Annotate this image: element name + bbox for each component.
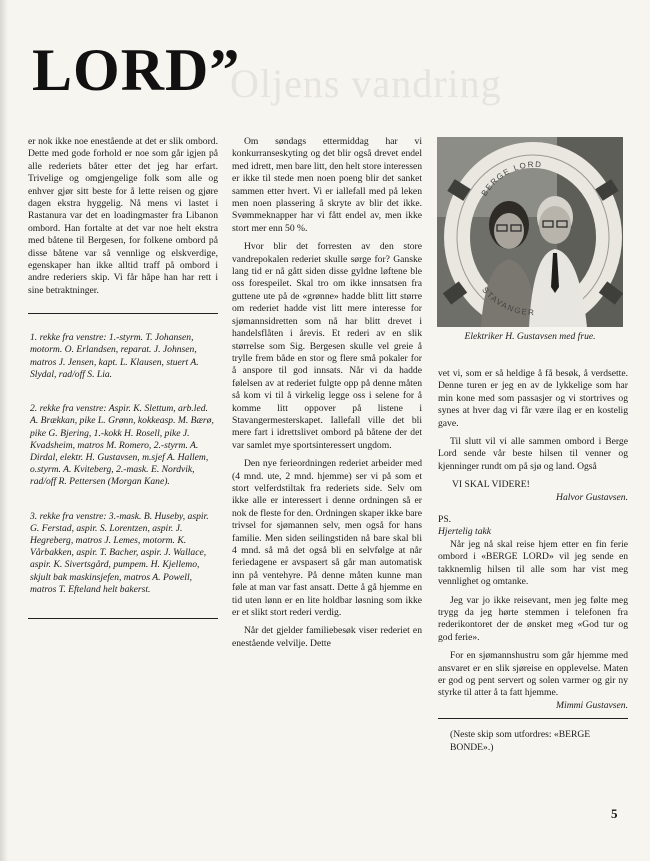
divider-col3 bbox=[438, 718, 628, 719]
binding-shadow bbox=[0, 0, 8, 861]
ps-paragraph: Når jeg nå skal reise hjem etter en fin ferie ombord i «BERGE LORD» vil jeg sende en takknemlig hilsen til alle som har vist meg vennlighet og omtanke. bbox=[438, 538, 628, 588]
col1-body: er nok ikke noe enestående at det er slik ombord. Dette med gode forhold er noe som går igjen på alle rederiets båter etter det jeg har erfart. Trivelige og omgjengelige folk som alle og enhver gjør sitt beste for å lette reisen og gjøre dagen ekstra hyggelig. Nå mens vi lastet i Rastanura var det en loadingmaster fra Libanon ombord. Han fortalte at det var noe helt ekstra med båtene til Bergesen, for folkene ombord på disse båtene var så vennlige og elskverdige, egenskaper han ikke alltid traff på ombord i andre rederiers skip. Vi får håpe han har rett i sine betraktninger. bbox=[28, 136, 218, 296]
col2-paragraph: Den nye ferieordningen rederiet arbeider med (4 mnd. ute, 2 mnd. hjemme) ser vi på som et stort velferdstiltak fra rederiets side. Selv om ikke alle er interessert i denne ordningen så er nok de fleste for den. Ordningen skaper ikke bare trivsel for sjømannen selv, men også for hans familie. Men siden seilingstiden nå bare skal bli 4 mnd. så må det også bli en selvfølge at når feriedagene er avspasert så går man automatisk inn på ventehyre. På denne måten kunne man føle at man var fast ansatt. Dette å gå hjemme en tid uten lønn er en lite holdbar løsning som ikke er et slikt stort rederi verdig. bbox=[232, 458, 422, 619]
column-1 bbox=[28, 136, 218, 637]
divider-top bbox=[28, 313, 218, 314]
col3-paragraph: Til slutt vil vi alle sammen ombord i Berge Lord sende vår beste hilsen til venner og kjenninger rundt om på sjø og land. Også bbox=[438, 436, 628, 472]
column-2 bbox=[232, 136, 422, 656]
col3-paragraph: vet vi, som er så heldige å få besøk, å verdsette. Denne turen er jeg en av de lykkelige som har min kone med som passasjer og vi stortrives og synes at hver dag vi får være ilag er en kostelig gave. bbox=[438, 368, 628, 429]
col2-paragraph: Hvor blir det forresten av den store vandrepokalen rederiet skulle sørge for? Ganske lang tid er nå gått siden disse gyldne løftene ble oss forespeilet. Skal tro om ikke innsatsen fra guttene ute på de «grønne» hadde blitt litt større om rederiet hadde vist litt mere interesse for sjømannsidretten som nå har blitt drevet i handelsflåten i årevis. Et rederi av en slik størrelse som Sig. Bergesen skulle vel greie å trylle frem både en stor og flere små pokaler for å anspore til god innsats. Når vi da hadde følelsen av at rederiet fulgte opp på denne måten så kom vi til å virkelig legge oss i selene for å komme litt oppover på listene i Stavangermesterskapet. Iallefall ville det bli mere fart i idrettslivet ombord på båtene der det var samlet mye sportsinteressert ungdom. bbox=[232, 241, 422, 451]
article-title: LORD” bbox=[32, 37, 241, 103]
signature-mimmi: Mimmi Gustavsen. bbox=[556, 699, 628, 711]
couple-lifebuoy-photo bbox=[437, 137, 623, 327]
ps-label: PS. bbox=[438, 514, 452, 526]
caption-row-3: 3. rekke fra venstre: 3.-mask. B. Huseby, aspir. G. Ferstad, aspir. S. Lorentzen, aspir. J. Hegreberg, matros J. Lemes, motorm. K. Vårbakken, aspir. T. Bacher, aspir. J. Wallace, aspir. K. Sivertsgård, pumpem. H. Kjellemo, skjult bak maskinsjefen, matros A. Powell, matros T. Efteland helt bakerst. bbox=[30, 510, 209, 595]
caption-row-2: 2. rekke fra venstre: Aspir. K. Slettum, arb.led. A. Brækkan, pike L. Grønn, kokkeasp. M. Bærø, pike G. Bjering, 1.-kokk H. Rosell, pike J. Kvadsheim, matros M. Romero, 2.-styrm. A. Dirdal, elektr. H. Gustavsen, m.sjef A. Hallem, o.styrm. A. Kviteberg, 2.-mask. E. Nordvik, rad/off R. Pettersen (Morgan Kane). bbox=[30, 403, 214, 488]
photo-illustration bbox=[437, 137, 623, 327]
signature-halvor: Halvor Gustavsen. bbox=[556, 491, 628, 503]
next-ship-challenge: (Neste skip som utfordres: «BERGE BONDE».) bbox=[450, 729, 591, 753]
divider-bottom bbox=[28, 618, 218, 619]
column-3 bbox=[438, 368, 628, 760]
ps-paragraph: Jeg var jo ikke reisevant, men jeg følte meg trygg da jeg hørte stemmen i telefonen fra rederikontoret der de ønsket meg «God tur og god ferie». bbox=[438, 594, 628, 643]
ghost-title-bleedthrough: Oljens vandring bbox=[230, 61, 502, 106]
col2-paragraph: Når det gjelder familiebesøk viser rederiet en enestående velvilje. Dette bbox=[232, 625, 422, 649]
closing-line: VI SKAL VIDERE! bbox=[452, 479, 530, 491]
caption-row-1: 1. rekke fra venstre: 1.-styrm. T. Johansen, motorm. O. Erlandsen, reparat. J. Johnsen, matros J. Jensen, kapt. L. Klausen, stuert A. Slydal, rad/off S. Lia. bbox=[30, 332, 199, 380]
ps-heading: Hjertelig takk bbox=[438, 526, 492, 538]
page-number: 5 bbox=[611, 806, 618, 821]
photo-caption: Elektriker H. Gustavsen med frue. bbox=[464, 331, 596, 342]
ring-text-top-path: BERGE LORD bbox=[479, 159, 543, 198]
ring-text-bottom-path: STAVANGER bbox=[480, 285, 536, 318]
ps-paragraph: For en sjømannshustru som går hjemme med ansvaret er en slik sjøreise en opplevelse. Maten er god og pent servert og solen varmer og gir ny styrke til atter å ta fatt hjemme. bbox=[438, 650, 628, 699]
col2-paragraph: Om søndags ettermiddag har vi konkurranseskyting og det blir også drevet endel med idrett, men bare litt, den helt store interessen er ikke til stede men noen poeng blir det sanket sammen etter hvert. Vi er iallefall med på leken men noen plassering å skryte av blir det ikke. Svømmeknapper har vi fått endel av, men ikke stort mer enn 50 %. bbox=[232, 136, 422, 234]
